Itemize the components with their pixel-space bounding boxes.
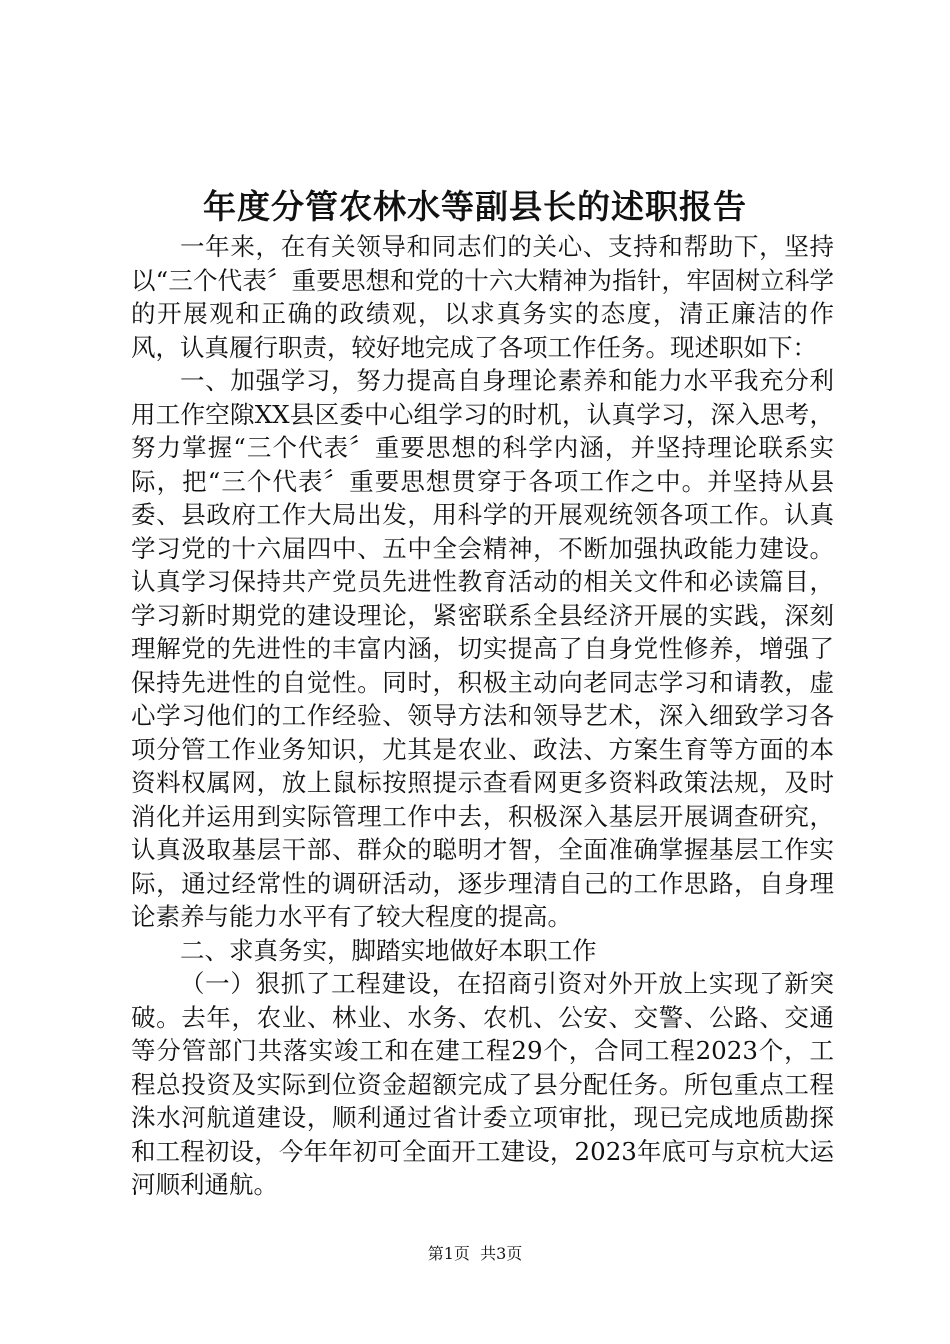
page-number: 第1页 (427, 1244, 470, 1263)
paragraph-section-1: 一、加强学习，努力提高自身理论素养和能力水平我充分利用工作空隙XX县区委中心组学习的时机，认真学习，深入思考，努力掌握“三个代表〞重要思想的科学内涵，并坚持理论联系实际，把“三个代表〞重要思想贯穿于各项工作之中。并坚持从县委、县政府工作大局出发，用科学的开展观统领各项工作。认真学习党的十六届四中、五中全会精神，不断加强执政能力建设。认真学习保持共产党员先进性教育活动的相关文件和必读篇目，学习新时期党的建设理论，紧密联系全县经济开展的实践，深刻理解党的先进性的丰富内涵，切实提高了自身党性修养，增强了保持先进性的自觉性。同时，积极主动向老同志学习和请教，虚心学习他们的工作经验、领导方法和领导艺术，深入细致学习各项分管工作业务知识，尤其是农业、政法、方案生育等方面的本资料权属网，放上鼠标按照提示查看网更多资料政策法规，及时消化并运用到实际管理工作中去，积极深入基层开展调查研究，认真汲取基层干部、群众的聪明才智，全面准确掌握基层工作实际，通过经常性的调研活动，逐步理清自己的工作思路，自身理论素养与能力水平有了较大程度的提高。 (131, 366, 834, 931)
document-title: 年度分管农林水等副县长的述职报告 (203, 187, 747, 226)
paragraph-intro: 一年来，在有关领导和同志们的关心、支持和帮助下，坚持以“三个代表〞重要思想和党的十六大精神为指针，牢固树立科学的开展观和正确的政绩观，以求真务实的态度，清正廉洁的作风，认真履行职责，较好地完成了各项工作任务。现述职如下： (131, 232, 834, 362)
page-total: 共3页 (480, 1244, 523, 1263)
paragraph-section-2-item-1: （一）狠抓了工程建设，在招商引资对外开放上实现了新突破。去年，农业、林业、水务、农机、公安、交警、公路、交通等分管部门共落实竣工和在建工程29个，合同工程2023个，工程总投资及实际到位资金超额完成了县分配任务。所包重点工程洙水河航道建设，顺利通过省计委立项审批，现已完成地质勘探和工程初设，今年年初可全面开工建设，2023年底可与京杭大运河顺利通航。 (131, 969, 834, 1199)
paragraph-section-2-heading: 二、求真务实，脚踏实地做好本职工作 (180, 935, 597, 965)
document-body (131, 230, 834, 1202)
page-footer (0, 1243, 950, 1265)
